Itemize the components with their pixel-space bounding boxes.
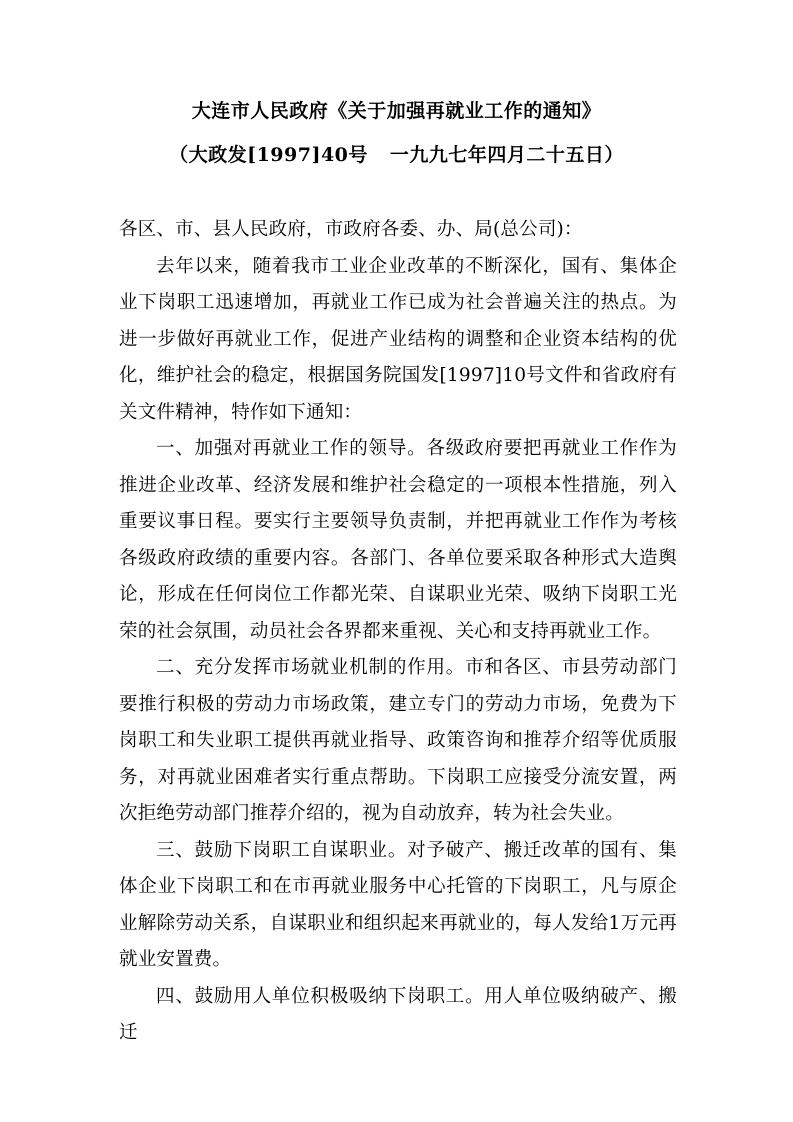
document-subtitle (0, 140, 793, 167)
paragraph-section-1: 一、加强对再就业工作的领导。各级政府要把再就业工作作为推进企业改革、经济发展和维护社会稳定的一项根本性措施，列入重要议事日程。要实行主要领导负责制，并把再就业工作作为考核各级政府政绩的重要内容。各部门、各单位要采取各种形式大造舆论，形成在任何岗位工作都光荣、自谋职业光荣、吸纳下岗职工光荣的社会氛围，动员社会各界都来重视、关心和支持再就业工作。 (119, 438, 677, 642)
paragraph-section-2: 二、充分发挥市场就业机制的作用。市和各区、市县劳动部门要推行积极的劳动力市场政策，建立专门的劳动力市场，免费为下岗职工和失业职工提供再就业指导、政策咨询和推荐介绍等优质服务，对再就业困难者实行重点帮助。下岗职工应接受分流安置，两次拒绝劳动部门推荐介绍的，视为自动放弃，转为社会失业。 (119, 657, 677, 824)
paragraph-section-3: 三、鼓励下岗职工自谋职业。对予破产、搬迁改革的国有、集体企业下岗职工和在市再就业服务中心托管的下岗职工，凡与原企业解除劳动关系，自谋职业和组织起来再就业的，每人发给1万元再就业安置费。 (119, 839, 677, 970)
document-date: 一九九七年四月二十五日） (389, 144, 624, 166)
paragraph-intro: 去年以来，随着我市工业企业改革的不断深化，国有、集体企业下岗职工迅速增加，再就业工作已成为社会普遍关注的热点。为进一步做好再就业工作，促进产业结构的调整和企业资本结构的优化，维护社会的稳定，根据国务院国发[1997]10号文件和省政府有关文件精神，特作如下通知： (119, 255, 677, 423)
document-reference-number: （大政发[1997]40号 (169, 144, 368, 166)
paragraph-section-4: 四、鼓励用人单位积极吸纳下岗职工。用人单位吸纳破产、搬迁 (119, 985, 677, 1043)
salutation: 各区、市、县人民政府，市政府各委、办、局(总公司)： (119, 219, 583, 240)
document-title: 大连市人民政府《关于加强再就业工作的通知》 (191, 100, 602, 122)
document-body (119, 212, 677, 1052)
